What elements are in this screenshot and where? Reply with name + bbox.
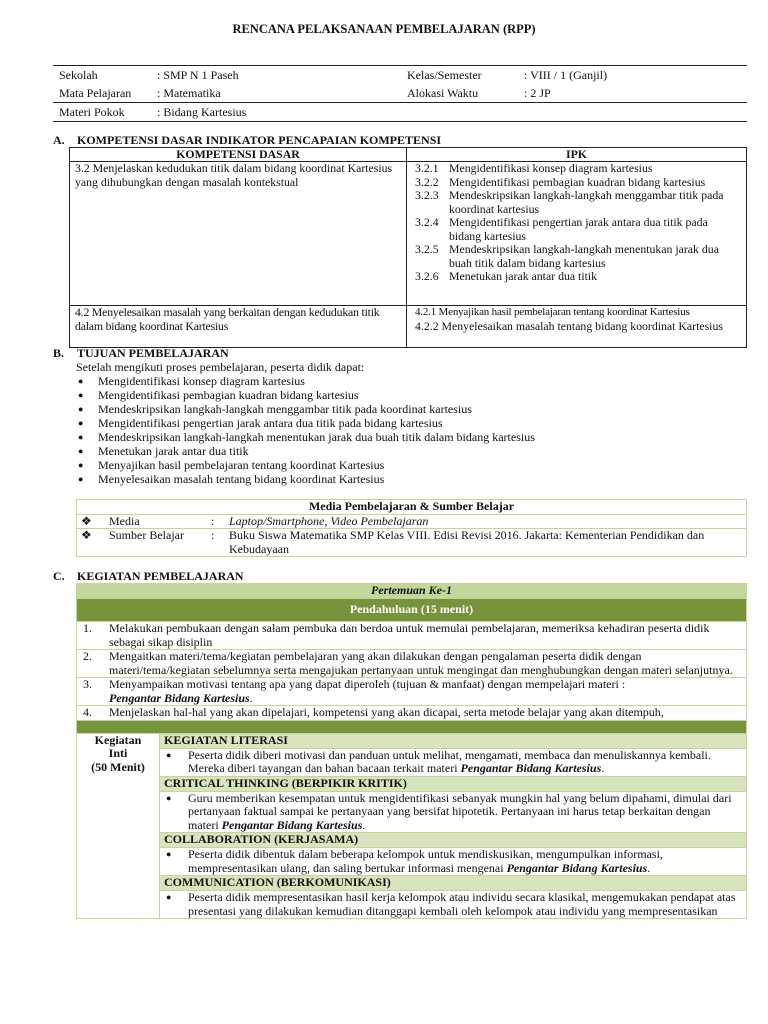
punctuation: . <box>601 761 605 775</box>
ipk-code: 3.2.2 <box>415 174 439 189</box>
kd-column-header: KOMPETENSI DASAR <box>70 148 407 162</box>
identity-row <box>53 84 747 102</box>
bullet-icon: ● <box>166 849 172 859</box>
item-text: Menjelaskan hal-hal yang akan dipelajari, kompetensi yang akan dicapai, serta metode belajar yang akan ditempuh, <box>109 705 664 719</box>
critical-item <box>160 791 747 833</box>
item-emphasis: Pengantar Bidang Kartesius <box>109 690 250 705</box>
tujuan-list <box>76 374 746 486</box>
list-item: ● Menyelesaikan masalah tentang bidang koordinat Kartesius <box>76 472 746 486</box>
list-item: ● Menetukan jarak antar dua titik <box>76 444 746 458</box>
tujuan-block <box>76 360 746 486</box>
section-c-heading <box>53 569 244 584</box>
inti-duration: (50 Menit) <box>91 759 145 774</box>
ipk-text: Mendeskripsikan langkah-langkah menentukan jarak dua buah titik dalam bidang kartesius <box>449 242 719 270</box>
sekolah-label: Sekolah <box>59 68 98 82</box>
item-text: Menyampaikan motivasi tentang apa yang dapat diperoleh (tujuan & manfaat) dengan mempelajari materi : <box>109 677 626 691</box>
mapel-label: Mata Pelajaran <box>59 86 132 100</box>
materi-value: : Bidang Kartesius <box>157 105 247 119</box>
ipk-text: Mengidentifikasi pembagian kuadran bidang kartesius <box>449 174 706 189</box>
list-item: ● Mengidentifikasi konsep diagram kartesius <box>76 374 746 388</box>
sumber-value: Buku Siswa Matematika SMP Kelas VIII. Edisi Revisi 2016. Jakarta: Kementerian Pendidikan dan Kebudayaan <box>225 529 747 557</box>
identity-row <box>53 102 747 121</box>
section-title: TUJUAN PEMBELAJARAN <box>77 346 229 360</box>
ipk-cell <box>407 306 747 348</box>
pendahuluan-item <box>77 622 747 650</box>
sumber-label: Sumber Belajar <box>105 529 207 557</box>
kelas-label: Kelas/Semester <box>407 68 482 82</box>
kegiatan-table <box>76 583 747 919</box>
media-value: Laptop/Smartphone, Video Pembelajaran <box>225 514 747 529</box>
ipk-item <box>415 162 741 176</box>
meeting-header: Pertemuan Ke-1 <box>77 584 747 599</box>
comm-item <box>160 891 747 919</box>
item-number: 4. <box>83 705 92 719</box>
critical-heading: CRITICAL THINKING (BERPIKIR KRITIK) <box>160 776 747 791</box>
ipk-code: 3.2.1 <box>415 161 439 175</box>
waktu-value: : 2 JP <box>524 86 551 100</box>
materi-label: Materi Pokok <box>59 105 125 119</box>
item-text: Peserta didik diberi motivasi dan panduan untuk melihat, mengamati, membaca dan menuliskannya kembali. Mereka diberi tayangan dan bahan bacaan terkait materi <box>188 747 711 775</box>
ipk-text: Mengidentifikasi pengertian jarak antara dua titik pada bidang kartesius <box>449 215 708 243</box>
literasi-heading: KEGIATAN LITERASI <box>160 733 747 748</box>
item-number: 3. <box>83 677 92 691</box>
ipk-item: 4.2.1 Menyajikan hasil pembelajaran tentang koordinat Kartesius <box>415 306 690 318</box>
kd-cell: 4.2 Menyelesaikan masalah yang berkaitan dengan kedudukan titik dalam bidang koordinat Kartesius <box>70 306 407 348</box>
item-text: Guru memberikan kesempatan untuk mengidentifikasi sebanyak mungkin hal yang belum dipahami, dimulai dari pertanyaan faktual sampai ke pertanyaan yang bersifat hipotetik. Pertanyaan ini harus tetap berkaitan dengan materi <box>188 790 732 832</box>
item-emphasis: Pengantar Bidang Kartesius <box>506 860 648 875</box>
sekolah-value: : SMP N 1 Paseh <box>157 68 239 82</box>
ipk-item: 4.2.2 Menyelesaikan masalah tentang bidang koordinat Kartesius <box>415 318 723 333</box>
punctuation: . <box>249 690 253 705</box>
colon: : <box>207 514 225 529</box>
kd-cell: 3.2 Menjelaskan kedudukan titik dalam bidang koordinat Kartesius yang dihubungkan dengan masalah kontekstual <box>70 162 407 306</box>
list-item: ● Mengidentifikasi pengertian jarak antara dua titik pada bidang kartesius <box>76 416 746 430</box>
media-heading: Media Pembelajaran & Sumber Belajar <box>77 500 747 515</box>
mapel-value: : Matematika <box>157 86 221 100</box>
ipk-item <box>415 216 741 243</box>
punctuation: . <box>362 817 366 832</box>
pendahuluan-item <box>77 706 747 721</box>
collab-heading: COLLABORATION (KERJASAMA) <box>160 833 747 848</box>
kelas-value: : VIII / 1 (Ganjil) <box>524 68 608 82</box>
ipk-cell <box>407 162 747 306</box>
list-item: ● Menyajikan hasil pembelajaran tentang koordinat Kartesius <box>76 458 746 472</box>
section-title: KEGIATAN PEMBELAJARAN <box>77 569 244 583</box>
section-title: KOMPETENSI DASAR INDIKATOR PENCAPAIAN KOMPETENSI <box>77 133 442 147</box>
media-label: Media <box>105 514 207 529</box>
ipk-code: 3.2.4 <box>415 215 439 229</box>
ipk-text: Mendeskripsikan langkah-langkah menggambar titik pada koordinat kartesius <box>449 188 724 216</box>
ipk-item <box>415 270 741 284</box>
inti-label: Kegiatan <box>94 732 142 747</box>
pendahuluan-item <box>77 678 747 706</box>
bullet-icon: ❖ <box>77 529 106 557</box>
section-b-heading <box>53 346 229 361</box>
punctuation: . <box>647 860 651 875</box>
divider-bar <box>77 720 747 733</box>
item-emphasis: Pengantar Bidang Kartesius <box>221 817 363 832</box>
ipk-item <box>415 189 741 216</box>
list-item: ● Mendeskripsikan langkah-langkah menentukan jarak dua buah titik dalam bidang kartesius <box>76 430 746 444</box>
ipk-column-header: IPK <box>407 148 747 162</box>
comm-heading: COMMUNICATION (BERKOMUNIKASI) <box>160 876 747 891</box>
section-number: B. <box>53 346 65 360</box>
ipk-text: Menetukan jarak antar dua titik <box>449 269 598 283</box>
list-item: ● Mengidentifikasi pembagian kuadran bidang kartesius <box>76 388 746 402</box>
identity-table <box>53 65 747 122</box>
ipk-code: 3.2.5 <box>415 242 439 256</box>
section-a-heading <box>53 133 441 148</box>
media-table <box>76 499 747 557</box>
item-text: Melakukan pembukaan dengan salam pembuka dan berdoa untuk memulai pembelajaran, memeriksa kehadiran peserta didik sebagai sikap disiplin <box>109 621 710 649</box>
bullet-icon: ● <box>166 749 172 760</box>
bullet-icon: ● <box>166 792 172 803</box>
inti-label-cell <box>77 733 160 919</box>
identity-row <box>53 66 747 84</box>
inti-label: Inti <box>108 746 128 760</box>
ipk-code: 3.2.6 <box>415 269 439 283</box>
tujuan-intro: Setelah mengikuti proses pembelajaran, peserta didik dapat: <box>76 360 365 374</box>
item-number: 1. <box>83 621 92 635</box>
section-number: C. <box>53 569 65 583</box>
bullet-icon: ❖ <box>77 514 106 529</box>
ipk-code: 3.2.3 <box>415 188 439 202</box>
kompetensi-table <box>69 147 747 348</box>
item-text: Peserta didik dibentuk dalam beberapa kelompok untuk mendiskusikan, mengumpulkan informasi, mempresentasikan ulang, dan saling bertukar informasi mengenai <box>188 847 663 875</box>
ipk-item <box>415 176 741 190</box>
item-text: Mengaitkan materi/tema/kegiatan pembelajaran yang akan dilakukan dengan pengalaman peserta didik dengan materi/tema/kegiatan sebelumnya serta mengajukan pertanyaan untuk mengingat dan menghubungkan dengan materi selanjutnya. <box>109 649 733 677</box>
item-text: Peserta didik mempresentasikan hasil kerja kelompok atau individu secara klasikal, mengemukakan pendapat atas presentasi yang dilakukan kemudian ditanggapi kembali oleh kelompok atau individu yang mempresentasikan <box>188 890 736 918</box>
document-title: RENCANA PELAKSANAAN PEMBELAJARAN (RPP) <box>232 22 536 36</box>
colon: : <box>207 529 225 557</box>
bullet-icon: ● <box>166 892 172 902</box>
collab-item <box>160 848 747 876</box>
ipk-text: Mengidentifikasi konsep diagram kartesius <box>449 161 653 175</box>
pendahuluan-header: Pendahuluan (15 menit) <box>77 599 747 622</box>
literasi-item <box>160 748 747 776</box>
item-emphasis: Pengantar Bidang Kartesius <box>460 761 602 775</box>
item-number: 2. <box>83 649 92 663</box>
ipk-item <box>415 243 741 270</box>
pendahuluan-item <box>77 650 747 678</box>
waktu-label: Alokasi Waktu <box>407 86 479 100</box>
list-item: ● Mendeskripsikan langkah-langkah menggambar titik pada koordinat kartesius <box>76 402 746 416</box>
section-number: A. <box>53 133 65 147</box>
